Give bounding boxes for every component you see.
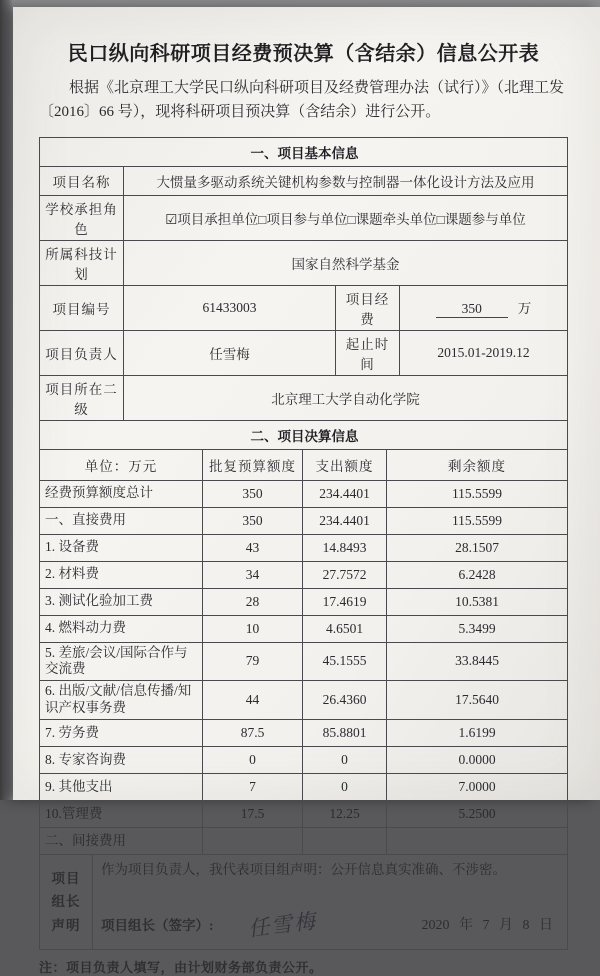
table-row bbox=[40, 828, 568, 855]
spent-amount-cell: 234.4401 bbox=[303, 507, 387, 534]
approved-budget-cell: 350 bbox=[203, 480, 303, 507]
section1-header-row bbox=[40, 137, 568, 166]
project-name-value: 大惯量多驱动系统关键机构参数与控制器一体化设计方法及应用 bbox=[124, 166, 568, 195]
signature-row bbox=[93, 900, 567, 949]
table-row bbox=[40, 774, 568, 801]
project-leader-value: 任雪梅 bbox=[124, 330, 336, 375]
project-leader-label: 项目负责人 bbox=[40, 330, 124, 375]
declaration-block bbox=[39, 855, 568, 950]
table-row bbox=[40, 681, 568, 720]
side-label-line: 声明 bbox=[51, 917, 81, 933]
funds-unit: 万 bbox=[517, 301, 532, 317]
expense-category-label: 经费预算额度总计 bbox=[40, 480, 203, 507]
budget-table bbox=[39, 449, 568, 856]
table-row bbox=[40, 801, 568, 828]
table-row bbox=[40, 285, 568, 330]
spent-amount-cell: 0 bbox=[303, 774, 387, 801]
remaining-amount-cell: 115.5599 bbox=[387, 480, 568, 507]
expense-category-label: 8. 专家咨询费 bbox=[40, 747, 203, 774]
expense-category-label: 6. 出版/文献/信息传播/知识产权事务费 bbox=[40, 681, 203, 720]
spent-amount-cell: 12.25 bbox=[303, 801, 387, 828]
section2-header: 二、项目决算信息 bbox=[40, 420, 568, 449]
project-number-label: 项目编号 bbox=[40, 285, 124, 330]
budget-table-header-row bbox=[40, 449, 568, 480]
remaining-amount-cell bbox=[387, 828, 568, 855]
table-row bbox=[40, 507, 568, 534]
basic-info-table bbox=[39, 137, 568, 450]
approved-budget-cell: 43 bbox=[203, 534, 303, 561]
approved-budget-cell: 34 bbox=[203, 561, 303, 588]
school-role-checkboxes: ☑项目承担单位□项目参与单位□课题牵头单位□课题参与单位 bbox=[124, 195, 568, 240]
col-header-spent: 支出额度 bbox=[303, 449, 387, 480]
approved-budget-cell: 7 bbox=[203, 774, 303, 801]
remaining-amount-cell: 1.6199 bbox=[387, 720, 568, 747]
program-label: 所属科技计划 bbox=[40, 240, 124, 285]
remaining-amount-cell: 5.2500 bbox=[387, 801, 568, 828]
spent-amount-cell: 27.7572 bbox=[303, 561, 387, 588]
unit-label: 项目所在二级 bbox=[40, 375, 124, 420]
expense-category-label: 10.管理费 bbox=[40, 801, 203, 828]
remaining-amount-cell: 0.0000 bbox=[387, 747, 568, 774]
declaration-main bbox=[93, 855, 567, 949]
table-row bbox=[40, 534, 568, 561]
approved-budget-cell: 0 bbox=[203, 747, 303, 774]
expense-category-label: 7. 劳务费 bbox=[40, 720, 203, 747]
expense-category-label: 5. 差旅/会议/国际合作与交流费 bbox=[40, 642, 203, 681]
expense-category-label: 9. 其他支出 bbox=[40, 774, 203, 801]
project-name-label: 项目名称 bbox=[40, 166, 124, 195]
budget-table-body bbox=[40, 480, 568, 855]
col-header-unit: 单位：万元 bbox=[40, 449, 203, 480]
declaration-side-label bbox=[40, 855, 93, 949]
table-row bbox=[40, 166, 568, 195]
remaining-amount-cell: 17.5640 bbox=[387, 681, 568, 720]
funds-amount: 350 bbox=[436, 301, 508, 318]
remaining-amount-cell: 33.8445 bbox=[387, 642, 568, 681]
handwritten-signature: 任雪梅 bbox=[246, 908, 318, 942]
side-label-line: 项目 bbox=[51, 870, 81, 886]
table-row bbox=[40, 195, 568, 240]
remaining-amount-cell: 5.3499 bbox=[387, 615, 568, 642]
spent-amount-cell: 234.4401 bbox=[303, 480, 387, 507]
project-number-value: 61433003 bbox=[124, 285, 336, 330]
spent-amount-cell bbox=[303, 828, 387, 855]
approved-budget-cell: 28 bbox=[203, 588, 303, 615]
spent-amount-cell: 45.1555 bbox=[303, 642, 387, 681]
table-row bbox=[40, 561, 568, 588]
intro-paragraph: 根据《北京理工大学民口纵向科研项目及经费管理办法（试行）》（北理工发〔2016〕66 号），现将科研项目预决算（含结余）进行公开。 bbox=[39, 80, 565, 121]
table-row bbox=[40, 747, 568, 774]
table-row bbox=[40, 720, 568, 747]
approved-budget-cell: 44 bbox=[203, 681, 303, 720]
remaining-amount-cell: 10.5381 bbox=[387, 588, 568, 615]
period-label: 起止时间 bbox=[336, 330, 400, 375]
spent-amount-cell: 26.4360 bbox=[303, 681, 387, 720]
table-row bbox=[40, 588, 568, 615]
table-row bbox=[40, 375, 568, 420]
footnote: 注：项目负责人填写，由计划财务部负责公开。 bbox=[39, 960, 323, 976]
expense-category-label: 2. 材料费 bbox=[40, 561, 203, 588]
expense-category-label: 4. 燃料动力费 bbox=[40, 615, 203, 642]
expense-category-label: 3. 测试化验加工费 bbox=[40, 588, 203, 615]
paper-sheet bbox=[13, 7, 600, 976]
table-row bbox=[40, 615, 568, 642]
sign-date: 2020 年 7 月 8 日 bbox=[421, 918, 553, 934]
table-row bbox=[40, 480, 568, 507]
spent-amount-cell: 4.6501 bbox=[303, 615, 387, 642]
expense-category-label: 二、间接费用 bbox=[40, 828, 203, 855]
program-value: 国家自然科学基金 bbox=[124, 240, 568, 285]
project-funds-value bbox=[400, 285, 568, 330]
page-title: 民口纵向科研项目经费预决算（含结余）信息公开表 bbox=[67, 43, 540, 65]
side-label-line: 组长 bbox=[51, 894, 81, 910]
remaining-amount-cell: 6.2428 bbox=[387, 561, 568, 588]
approved-budget-cell bbox=[203, 828, 303, 855]
approved-budget-cell: 79 bbox=[203, 642, 303, 681]
remaining-amount-cell: 7.0000 bbox=[387, 774, 568, 801]
expense-category-label: 一、直接费用 bbox=[40, 507, 203, 534]
table-row bbox=[40, 240, 568, 285]
sign-label: 项目组长（签字）: bbox=[101, 918, 214, 934]
approved-budget-cell: 87.5 bbox=[203, 720, 303, 747]
col-header-approved: 批复预算额度 bbox=[203, 449, 303, 480]
section1-header: 一、项目基本信息 bbox=[40, 137, 568, 166]
spent-amount-cell: 14.8493 bbox=[303, 534, 387, 561]
remaining-amount-cell: 115.5599 bbox=[387, 507, 568, 534]
table-row bbox=[40, 642, 568, 681]
col-header-remaining: 剩余额度 bbox=[387, 449, 568, 480]
approved-budget-cell: 10 bbox=[203, 615, 303, 642]
expense-category-label: 1. 设备费 bbox=[40, 534, 203, 561]
approved-budget-cell: 350 bbox=[203, 507, 303, 534]
remaining-amount-cell: 28.1507 bbox=[387, 534, 568, 561]
section2-header-row bbox=[40, 420, 568, 449]
school-role-label: 学校承担角色 bbox=[40, 195, 124, 240]
project-funds-label: 项目经费 bbox=[336, 285, 400, 330]
approved-budget-cell: 17.5 bbox=[203, 801, 303, 828]
table-row bbox=[40, 330, 568, 375]
spent-amount-cell: 0 bbox=[303, 747, 387, 774]
spent-amount-cell: 17.4619 bbox=[303, 588, 387, 615]
period-value: 2015.01-2019.12 bbox=[400, 330, 568, 375]
declaration-statement: 作为项目负责人，我代表项目组声明：公开信息真实准确、不涉密。 bbox=[101, 862, 506, 878]
spent-amount-cell: 85.8801 bbox=[303, 720, 387, 747]
unit-value: 北京理工大学自动化学院 bbox=[124, 375, 568, 420]
